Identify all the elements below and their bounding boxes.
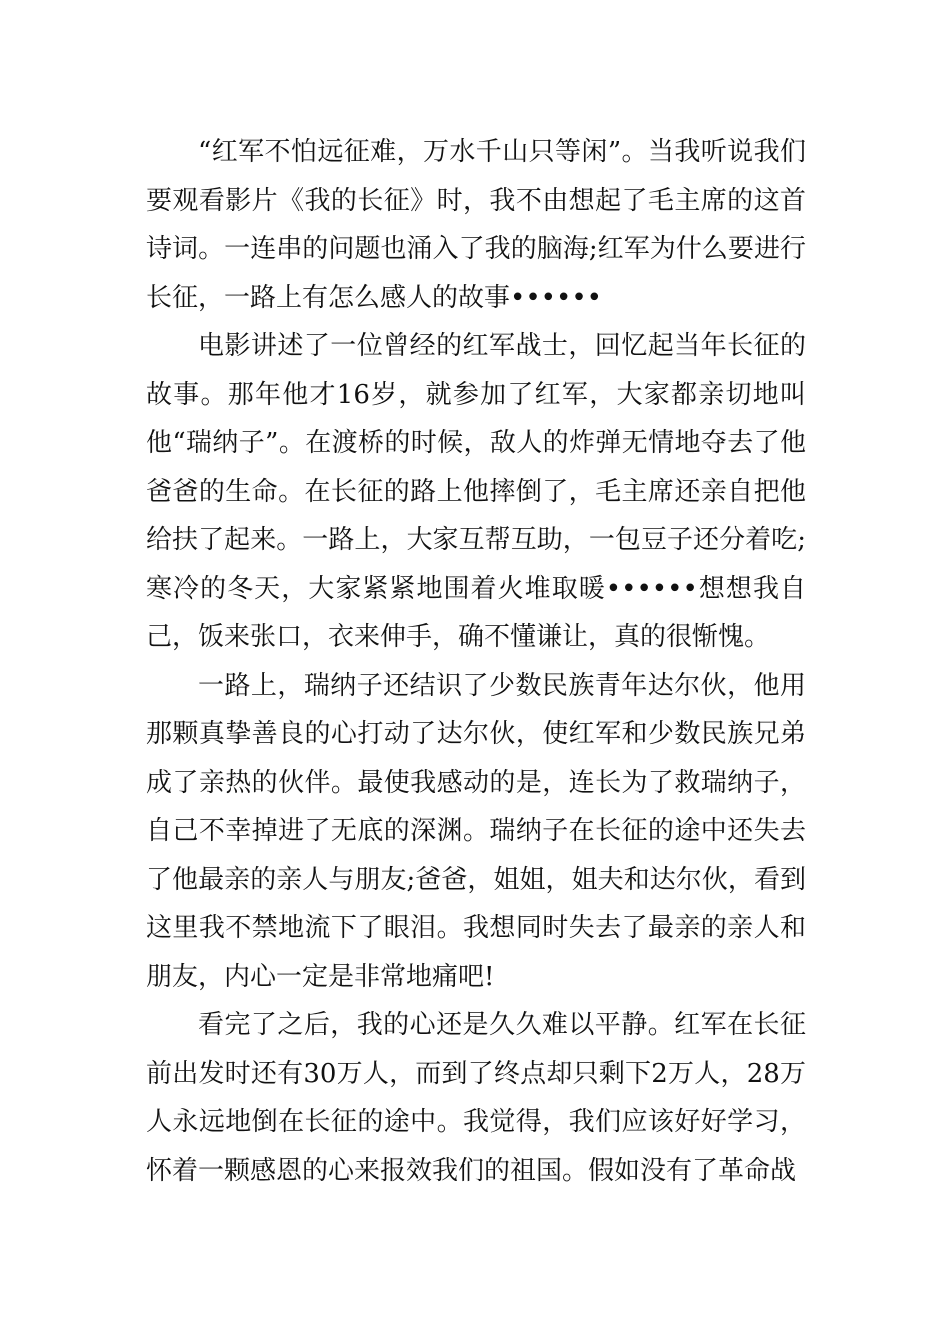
paragraph-4: 看完了之后，我的心还是久久难以平静。红军在长征前出发时还有30万人，而到了终点却只剩下2万人，28万人永远地倒在长征的途中。我觉得，我们应该好好学习，怀着一颗感恩的心来报效我们的祖国。假如没有了革命战 [146,1010,806,1186]
paragraph-1: “红军不怕远征难，万水千山只等闲”。当我听说我们要观看影片《我的长征》时，我不由想起了毛主席的这首诗词。一连串的问题也涌入了我的脑海;红军为什么要进行长征，一路上有怎么感人的故事•••••• [146,137,806,313]
paragraph-3: 一路上，瑞纳子还结识了少数民族青年达尔伙，他用那颗真挚善良的心打动了达尔伙，使红军和少数民族兄弟成了亲热的伙伴。最使我感动的是，连长为了救瑞纳子，自己不幸掉进了无底的深渊。瑞纳子在长征的途中还失去了他最亲的亲人与朋友;爸爸，姐姐，姐夫和达尔伙，看到这里我不禁地流下了眼泪。我想同时失去了最亲的亲人和朋友，内心一定是非常地痛吧! [146,670,806,992]
body-text [146,128,806,1195]
paragraph-2: 电影讲述了一位曾经的红军战士，回忆起当年长征的故事。那年他才16岁，就参加了红军，大家都亲切地叫他“瑞纳子”。在渡桥的时候，敌人的炸弹无情地夺去了他爸爸的生命。在长征的路上他摔倒了，毛主席还亲自把他给扶了起来。一路上，大家互帮互助，一包豆子还分着吃;寒冷的冬天，大家紧紧地围着火堆取暖••••••想想我自己，饭来张口，衣来伸手，确不懂谦让，真的很惭愧。 [146,331,806,652]
